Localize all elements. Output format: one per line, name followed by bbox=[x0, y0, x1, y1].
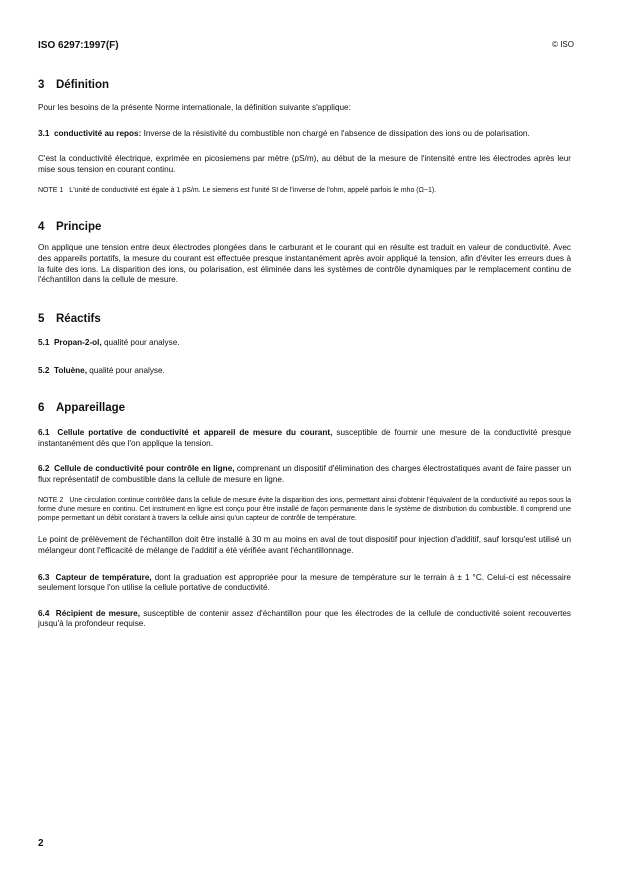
document-body bbox=[38, 75, 571, 630]
sampling-paragraph: Le point de prélèvement de l'échantillon doit être installé à 30 m au moins en aval de tout dispositif pour injection d'additif, sauf lorsqu'est utilisé un mélangeur dont l'efficacité de mélange de l'additif a été vérifiée avant l'échantillonnage. bbox=[38, 535, 571, 555]
section-number: 5 bbox=[38, 312, 45, 325]
clause-text: susceptible de contenir assez d'échantillon pour que les électrodes de la cellule de conductivité soient recouvertes jusqu'à la profondeur requise. bbox=[38, 608, 571, 629]
clause-term: Toluène, bbox=[53, 366, 88, 376]
standard-identifier: ISO 6297:1997(F) bbox=[38, 40, 119, 51]
apparatus-6-3 bbox=[38, 573, 571, 594]
clause-number: 6.1 bbox=[38, 427, 50, 437]
page-number: 2 bbox=[38, 838, 44, 849]
definition-paragraph: C'est la conductivité électrique, exprimée en picosiemens par mètre (pS/m), au début de la mesure de l'intensité entre les électrodes après leur mise sous tension en courant continu. bbox=[38, 154, 571, 174]
clause-number: 3.1 bbox=[38, 128, 50, 138]
clause-number: 6.3 bbox=[38, 572, 50, 582]
clause-term: Propan-2-ol, bbox=[53, 337, 102, 347]
clause-number: 5.2 bbox=[38, 366, 50, 376]
section-heading bbox=[38, 313, 571, 325]
reagent-5-1 bbox=[38, 338, 571, 349]
clause-term: Récipient de mesure, bbox=[55, 608, 141, 618]
clause-term: Cellule portative de conductivité et appareil de mesure du courant, bbox=[57, 427, 333, 437]
section-definition bbox=[38, 79, 571, 195]
section-heading bbox=[38, 221, 571, 233]
clause-text: qualité pour analyse. bbox=[101, 337, 180, 347]
copyright-label: © ISO bbox=[552, 40, 574, 49]
apparatus-6-4 bbox=[38, 609, 571, 630]
section-heading bbox=[38, 79, 571, 91]
note-text: Une circulation continue contrôlée dans la cellule de mesure évite la disparition des ions, permettant ainsi d'obtenir l'équivalent de la conductivité au repos sous la forme d'une mesure en continu. Cet instrument en ligne est conçu pour être installé de façon permanente dans le système de distribution du combustible. Il comprend une pompe permettant un débit constant à travers la cellule ainsi qu'un capteur de contrôle de température. bbox=[38, 497, 571, 523]
reagent-5-2 bbox=[38, 366, 571, 377]
clause-term: Cellule de conductivité pour contrôle en ligne, bbox=[54, 464, 235, 474]
clause-term: conductivité au repos: bbox=[53, 128, 142, 138]
section-number: 6 bbox=[38, 401, 45, 414]
section-number: 3 bbox=[38, 79, 45, 91]
clause-text: susceptible de fournir une mesure de la conductivité presque instantanément dès que l'on applique la tension. bbox=[38, 427, 571, 448]
section-reagents bbox=[38, 313, 571, 377]
section-heading bbox=[38, 402, 571, 414]
section-title: Réactifs bbox=[56, 312, 101, 325]
clause-number: 6.2 bbox=[38, 464, 50, 474]
apparatus-6-1 bbox=[38, 428, 571, 449]
clause-text: qualité pour analyse. bbox=[87, 366, 165, 376]
clause-number: 5.1 bbox=[38, 337, 50, 347]
clause-text: dont la graduation est appropriée pour la mesure de température sur le terrain à ± 1 °C. Celui-ci est nécessaire seulement lorsque l'on utilise la cellule portative de conductivité. bbox=[38, 572, 571, 593]
section-apparatus bbox=[38, 402, 571, 630]
note-label: NOTE 1 bbox=[38, 187, 64, 195]
definition-intro: Pour les besoins de la présente Norme internationale, la définition suivante s'applique: bbox=[38, 103, 351, 112]
clause-term: Capteur de température, bbox=[55, 572, 152, 582]
note-label: NOTE 2 bbox=[38, 497, 64, 505]
section-title: Principe bbox=[56, 221, 102, 234]
note-text: L'unité de conductivité est égale à 1 pS/m. Le siemens est l'unité SI de l'inverse de l'ohm, appelé parfois le mho (Ω−1). bbox=[69, 187, 437, 195]
section-title: Appareillage bbox=[56, 401, 126, 414]
definition-3-1 bbox=[38, 129, 571, 140]
clause-text: comprenant un dispositif d'élimination des charges électrostatiques avant de faire passer un flux représentatif de combustible dans la cellule de mesure en ligne. bbox=[38, 464, 572, 484]
note-1 bbox=[38, 186, 571, 195]
clause-number: 6.4 bbox=[38, 608, 50, 618]
section-number: 4 bbox=[38, 221, 45, 234]
clause-text: Inverse de la résistivité du combustible non chargé en l'absence de dissipation des ions ou de polarisation. bbox=[141, 128, 530, 138]
section-principle bbox=[38, 221, 571, 285]
principle-text: On applique une tension entre deux électrodes plongées dans le carburant et le courant qui en résulte est traduit en valeur de conductivité. Avec des appareils portatifs, la mesure du courant est effectuée presque instantanément après avoir appliqué la tension, afin d'éviter les erreurs dues à la fuite des ions. La disparition des ions, ou polarisation, est éliminée dans les systèmes de contrôle dynamiques par le remplacement continu de l'échantillon dans la cellule de mesure. bbox=[38, 243, 571, 285]
section-title: Définition bbox=[56, 79, 110, 91]
apparatus-6-2 bbox=[38, 464, 571, 485]
note-2 bbox=[38, 496, 571, 523]
